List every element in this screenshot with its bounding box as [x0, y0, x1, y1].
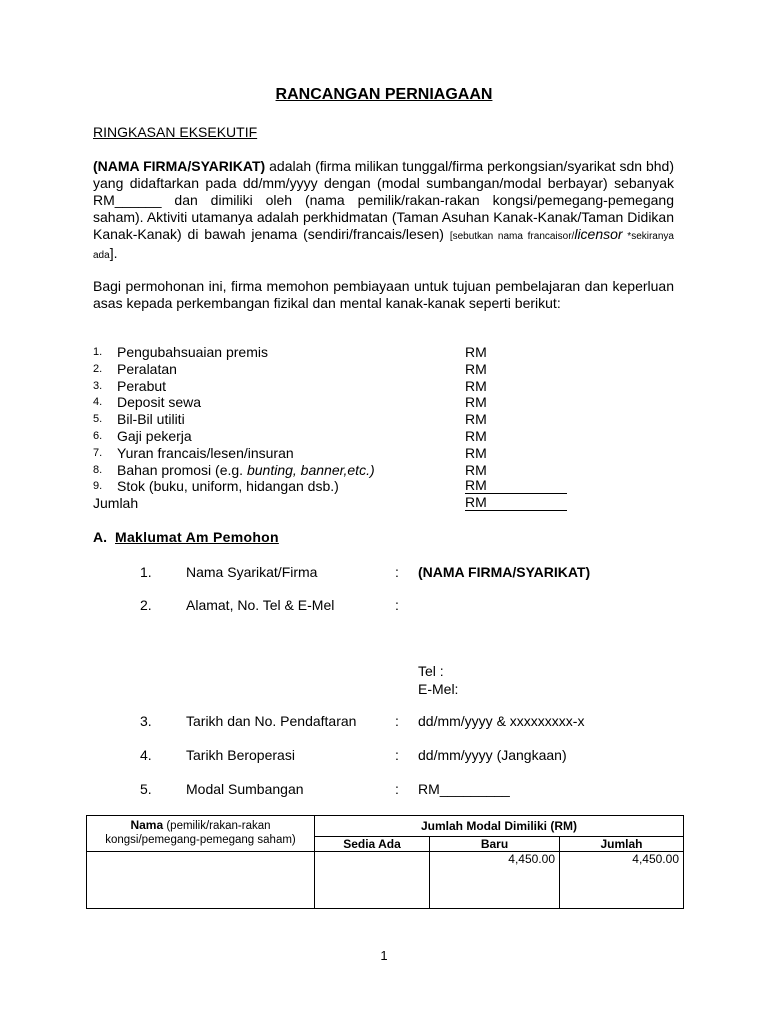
note-end: ]. [109, 245, 118, 261]
contact-email-label: E-Mel: [418, 681, 459, 697]
francisor-note: [sebutkan nama francaisor/licensor *sekiranya ada [93, 226, 674, 261]
financing-purpose-paragraph: Bagi permohonan ini, firma memohon pembiayaan untuk tujuan pembelajaran dan keperluan asas kepada perkembangan fizikal dan mental kanak-kanak seperti berikut: [93, 278, 674, 311]
expense-list [93, 344, 573, 512]
sub-header-jumlah: Jumlah [560, 837, 684, 852]
baru-cell: 4,450.00 [430, 852, 560, 909]
owner-name-cell [87, 852, 315, 909]
sub-header-sedia-ada: Sedia Ada [315, 837, 430, 852]
sub-header-baru: Baru [430, 837, 560, 852]
firm-name-placeholder: (NAMA FIRMA/SYARIKAT) [93, 158, 266, 174]
executive-summary-paragraph [93, 158, 674, 264]
expense-item: 4. Deposit sewa RM [93, 394, 487, 411]
paragraph-text: adalah (firma milikan tunggal/firma perkongsian/syarikat sdn bhd) yang didaftarkan pada dd/mm/yyyy dengan (modal sumbangan/modal berbayar) sebanyak RM______ dan dimiliki oleh (nama pemilik/rakan-rakan kongsi/pemegang-pemegang saham). Aktiviti utamanya adalah perkhidmatan (Taman Asuhan Kanak-Kanak/Taman Didikan Kanak-Kanak) di bawah jenama (sendiri/francais/lesen) [93, 158, 675, 242]
expense-item: 7. Yuran francais/lesen/insuran RM [93, 444, 487, 461]
expense-item: 3. Perabut RM [93, 377, 487, 394]
expense-item: 9. Stok (buku, uniform, hidangan dsb.) RM [93, 478, 573, 495]
expense-total: Jumlah RM [93, 495, 573, 512]
expense-item: 8. Bahan promosi (e.g. bunting, banner,etc.) RM [93, 461, 487, 478]
name-column-header: Nama (pemilik/rakan-rakan kongsi/pemegang-pemegang saham) [87, 816, 315, 852]
section-a-heading: A. Maklumat Am Pemohon [93, 529, 279, 545]
capital-group-header: Jumlah Modal Dimiliki (RM) [315, 816, 684, 837]
document-title: RANCANGAN PERNIAGAAN [275, 86, 493, 103]
contact-tel-label: Tel : [418, 663, 444, 679]
table-row [87, 852, 684, 909]
expense-item: 5. Bil-Bil utiliti RM [93, 411, 487, 428]
page-number: 1 [380, 948, 388, 963]
expense-item: 1. Pengubahsuaian premis RM [93, 344, 487, 360]
expense-item: 2. Peralatan RM [93, 360, 487, 377]
sedia-ada-cell [315, 852, 430, 909]
jumlah-cell: 4,450.00 [560, 852, 684, 909]
expense-item: 6. Gaji pekerja RM [93, 427, 487, 444]
executive-summary-heading: RINGKASAN EKSEKUTIF [93, 124, 258, 140]
capital-ownership-table [86, 815, 684, 909]
